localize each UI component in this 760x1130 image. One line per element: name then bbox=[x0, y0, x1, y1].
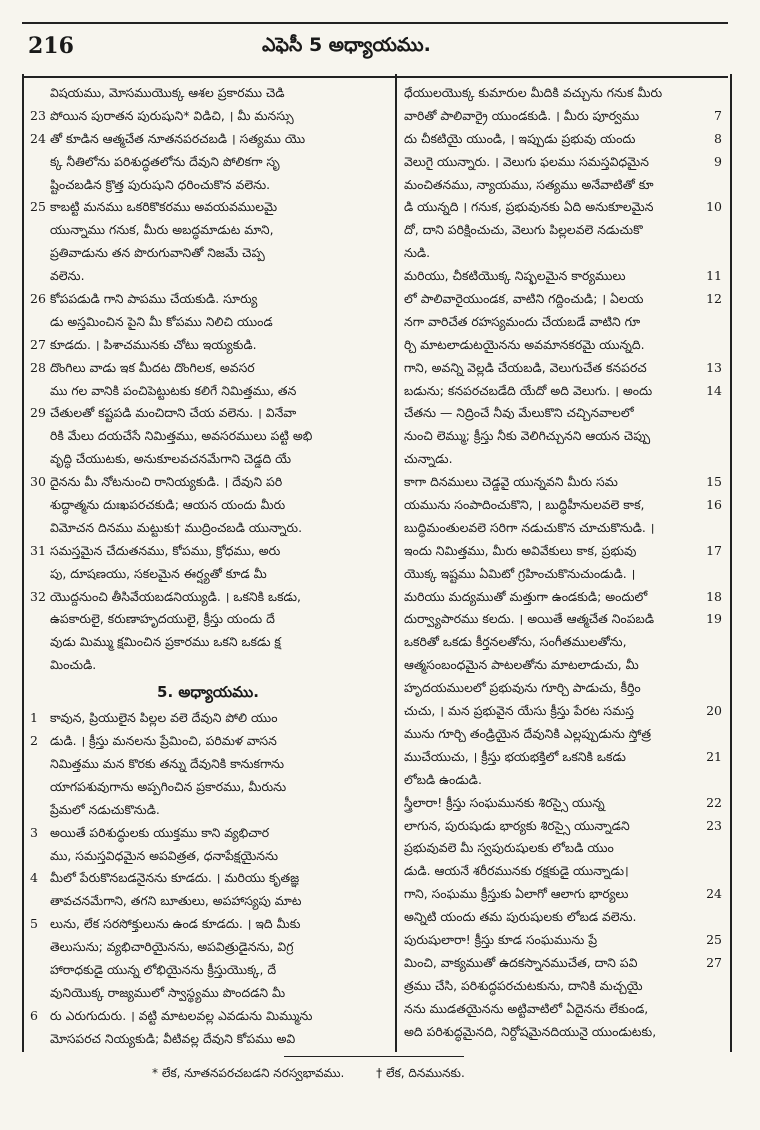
verse-number: 32 bbox=[30, 588, 46, 604]
text-line bbox=[30, 380, 386, 403]
verse-number bbox=[30, 494, 50, 517]
text-line bbox=[30, 425, 386, 448]
line-text: మోసపరచ నియ్యకుడి; వీటివల్ల దేవుని కోపము అవి bbox=[50, 1030, 296, 1046]
text-line bbox=[404, 494, 722, 517]
verse-number bbox=[30, 82, 50, 105]
verse-number bbox=[30, 1028, 50, 1051]
text-line bbox=[30, 1005, 386, 1028]
text-line bbox=[30, 288, 386, 311]
verse-number: 6 bbox=[30, 1007, 38, 1023]
line-text: సమస్తమైన చేదుతనము, కోపము, క్రోధము, అరు bbox=[50, 542, 281, 558]
verse-number bbox=[30, 174, 50, 197]
verse-number: 4 bbox=[30, 870, 38, 886]
line-text: మరియు, చీకటియొక్క నిష్ఫలమైన కార్యములు bbox=[404, 268, 626, 284]
verse-number: 25 bbox=[30, 199, 46, 215]
verse-number bbox=[700, 563, 722, 586]
line-text: నగా వారిచేత రహస్యమందు చేయబడే వాటిని గూ bbox=[404, 313, 641, 329]
line-text: నను ముడతయైనను అట్టివాటిలో ఏదైనను లేకుండ, bbox=[404, 1000, 649, 1016]
line-text: ఒకరితో ఒకడు కీర్తనలతోను, సంగీతములతోను, bbox=[404, 634, 627, 650]
verse-number bbox=[700, 402, 722, 425]
text-line bbox=[404, 517, 722, 540]
line-text: ముచేయుచు, । క్రీస్తు భయభక్తిలో ఒకనికి ఒకడు bbox=[404, 748, 626, 764]
text-line bbox=[404, 860, 722, 883]
line-text: లును, లేక సరసోక్తులును ఉండ కూడదు. । ఇది మీకు bbox=[50, 916, 301, 932]
verse-number bbox=[700, 860, 722, 883]
text-line bbox=[404, 242, 722, 265]
verse-number bbox=[30, 425, 50, 448]
text-line bbox=[30, 174, 386, 197]
text-line bbox=[404, 586, 722, 609]
text-line bbox=[30, 151, 386, 174]
verse-number bbox=[700, 1021, 722, 1044]
verse-number bbox=[700, 631, 722, 654]
line-text: త్రము చేసి, పరిశుద్ధపరచుటకును, దానికి మచ్చయై bbox=[404, 977, 643, 993]
verse-number: 10 bbox=[706, 199, 722, 215]
line-text: ధేయులయొక్క కుమారుల మీదికి వచ్చును గనుక మీరు bbox=[404, 85, 663, 100]
text-line bbox=[404, 448, 722, 471]
line-text: డి యున్నది । గనుక, ప్రభువునకు ఏది అనుకూలమైన bbox=[404, 199, 654, 215]
text-line bbox=[404, 357, 722, 380]
verse-number: 9 bbox=[714, 153, 722, 169]
text-line bbox=[30, 654, 386, 677]
chapter-heading: 5. అధ్యాయము. bbox=[157, 683, 259, 702]
line-text: పురుషులారా! క్రీస్తు కూడ సంఘమును ప్రే bbox=[404, 931, 598, 947]
text-line bbox=[30, 707, 386, 730]
line-text: దు చీకటియై యుండి, । ఇప్పుడు ప్రభువు యందు bbox=[404, 130, 636, 146]
verse-number: 12 bbox=[706, 291, 722, 307]
verse-number bbox=[700, 174, 722, 197]
line-text: విమోచన దినము మట్టుకు† ముద్రించబడి యున్నారు. bbox=[50, 519, 303, 535]
verse-number: 25 bbox=[706, 931, 722, 947]
text-line bbox=[404, 265, 722, 288]
verse-number bbox=[700, 975, 722, 998]
line-text: ప్రభువువలె మీ స్వపురుషులకు లోబడి యుం bbox=[404, 840, 614, 856]
line-text: దుర్వ్యాపారము కలదు. । అయితే ఆత్మచేత నింపబడి bbox=[404, 611, 654, 627]
line-text: హృదయములలో ప్రభువును గూర్చి పాడుచు, కీర్తిం bbox=[404, 680, 641, 696]
verse-number: 27 bbox=[706, 954, 722, 970]
verse-number: 11 bbox=[706, 268, 722, 284]
verse-number bbox=[30, 608, 50, 631]
text-line bbox=[30, 845, 386, 868]
running-title: ఎఫెసీ 5 అధ్యాయము. bbox=[262, 34, 431, 56]
text-frame bbox=[22, 74, 732, 1052]
line-text: శుద్ధాత్మను దుఃఖపరచకుడి; ఆయన యందు మీరు bbox=[50, 497, 286, 513]
text-line bbox=[30, 913, 386, 936]
page-number: 216 bbox=[28, 33, 74, 59]
verse-number: 15 bbox=[706, 474, 722, 490]
verse-number bbox=[30, 219, 50, 242]
line-text: మించుడి. bbox=[50, 657, 97, 673]
line-text: మరియు మద్యముతో మత్తుగా ఉండకుడి; అందులో bbox=[404, 588, 648, 604]
verse-number: 13 bbox=[706, 359, 722, 375]
line-text: ఇందు నిమిత్తము, మీరు అవివేకులు కాక, ప్రభువు bbox=[404, 542, 637, 558]
text-line bbox=[404, 769, 722, 792]
text-line bbox=[30, 448, 386, 471]
verse-number: 17 bbox=[706, 542, 722, 558]
line-text: వెలుగై యున్నారు. । వెలుగు ఫలము సమస్తవిధమైన bbox=[404, 153, 649, 169]
verse-number: 24 bbox=[706, 886, 722, 902]
line-text: గాని, సంఘము క్రీస్తుకు ఏలాగో ఆలాగు భార్యలు bbox=[404, 886, 629, 902]
footnotes bbox=[152, 1066, 712, 1083]
text-line bbox=[30, 196, 386, 219]
verse-number bbox=[30, 753, 50, 776]
text-line bbox=[404, 929, 722, 952]
text-line bbox=[404, 1021, 722, 1044]
text-line bbox=[404, 631, 722, 654]
line-text: ఉపకారులై, కరుణాహృదయులై, క్రీస్తు యందు దే bbox=[50, 611, 275, 627]
text-line bbox=[404, 402, 722, 425]
verse-number bbox=[700, 311, 722, 334]
column-divider bbox=[395, 74, 397, 1052]
line-text: బడును; కనపరచబడేది యేదో అది వెలుగు. । అందు bbox=[404, 382, 653, 398]
text-line bbox=[404, 82, 722, 105]
text-line bbox=[30, 128, 386, 151]
text-line bbox=[30, 890, 386, 913]
verse-number bbox=[30, 890, 50, 913]
line-text: నిమిత్తము మన కొరకు తన్ను దేవునికి కానుకగాను bbox=[50, 755, 284, 771]
text-line bbox=[404, 471, 722, 494]
text-line bbox=[30, 936, 386, 959]
line-text: ఆత్మసంబంధమైన పాటలతోను మాటలాడుచు, మీ bbox=[404, 657, 639, 673]
line-text: మీలో పేరుకొనబడనైనను కూడదు. । మరియు కృతజ్ఞ bbox=[50, 870, 300, 886]
line-text: పోయిన పురాతన పురుషుని* విడిచి, । మీ మనస్సు bbox=[50, 107, 294, 123]
verse-number bbox=[700, 769, 722, 792]
line-text: దో, దాని పరిక్షించుచు, వెలుగు పిల్లలవలె నడుచుకొ bbox=[404, 222, 643, 238]
line-text: బుద్ధిమంతులవలె సరిగా నడుచుకొన చూచుకొనుడి. । bbox=[404, 519, 655, 535]
text-line bbox=[404, 998, 722, 1021]
line-text: వారితో పాలివార్రై యుండకుడి. । మీరు పూర్వము bbox=[404, 107, 640, 123]
line-text: వుడు మిమ్ము క్షమించిన ప్రకారము ఒకని ఒకడు క్ష bbox=[50, 634, 281, 650]
line-text: మంచితనము, న్యాయము, సత్యము అనేవాటితో కూ bbox=[404, 176, 654, 192]
line-text: తెలుసును; వ్యభిచారియైనను, అపవిత్రుడైనను, విగ్ర bbox=[50, 939, 294, 955]
text-line bbox=[30, 517, 386, 540]
verse-number: 26 bbox=[30, 291, 46, 307]
verse-number: 18 bbox=[706, 588, 722, 604]
line-text: నుంచి లెమ్ము; క్రీస్తు నీకు వెలిగిచ్చునని ఆయన చెప్పు bbox=[404, 428, 651, 444]
text-line bbox=[404, 563, 722, 586]
text-line bbox=[404, 723, 722, 746]
right-column bbox=[404, 82, 722, 1043]
verse-number bbox=[700, 654, 722, 677]
line-text: దైనను మీ నోటనుంచి రానియ్యకుడి. । దేవుని పరి bbox=[50, 474, 283, 490]
text-line bbox=[404, 540, 722, 563]
text-line bbox=[404, 792, 722, 815]
text-line bbox=[404, 311, 722, 334]
text-line bbox=[30, 822, 386, 845]
left-column bbox=[30, 82, 386, 1051]
text-line bbox=[30, 219, 386, 242]
text-line bbox=[30, 242, 386, 265]
line-text: చేతులతో కష్టపడి మంచిదాని చేయ వలెను. । వినేవా bbox=[50, 405, 297, 421]
verse-number bbox=[30, 799, 50, 822]
line-text: కూడదు. । పిశాచమునకు చోటు ఇయ్యకుడి. bbox=[50, 336, 257, 352]
line-text: తో కూడిన ఆత్మచేత నూతనపరచబడి । సత్యము యొ bbox=[50, 130, 306, 146]
verse-number bbox=[700, 425, 722, 448]
text-line bbox=[404, 746, 722, 769]
text-line bbox=[30, 82, 386, 105]
verse-number: 23 bbox=[706, 817, 722, 833]
verse-number: 8 bbox=[714, 130, 722, 146]
verse-number bbox=[30, 311, 50, 334]
verse-number bbox=[30, 959, 50, 982]
verse-number bbox=[700, 723, 722, 746]
verse-number bbox=[700, 242, 722, 265]
text-line bbox=[30, 402, 386, 425]
verse-number: 31 bbox=[30, 542, 46, 558]
line-text: ర్చి మాటలాడుటయైనను అవమానకరమై యున్నది. bbox=[404, 336, 645, 352]
line-text: వలెను. bbox=[50, 268, 85, 284]
verse-number: 29 bbox=[30, 405, 46, 421]
line-text: ప్రతివాడును తన పొరుగువానితో నిజమే చెప్ప bbox=[50, 245, 265, 261]
verse-number: 28 bbox=[30, 359, 46, 375]
line-text: డు అస్తమించిన పైని మీ కోపము నిలిచి యుండ bbox=[50, 313, 273, 329]
line-text: అది పరిశుద్ధమైనది, నిర్దోషమైనదియునై యుండుటకు, bbox=[404, 1023, 657, 1039]
line-text: యొద్దనుంచి తీసివేయబడనియ్యుడి. । ఒకనికి ఒకడు, bbox=[50, 588, 301, 604]
verse-number bbox=[700, 448, 722, 471]
text-line bbox=[404, 219, 722, 242]
verse-number bbox=[30, 776, 50, 799]
text-line bbox=[404, 975, 722, 998]
line-text: యున్నాము గనుక, మీరు అబద్ధమాడుట మాని, bbox=[50, 222, 274, 238]
line-text: దొంగిలు వాడు ఇక మీదట దొంగిలక, అవసర bbox=[50, 359, 255, 375]
line-text: ము, సమస్తవిధమైన అపవిత్రత, ధనాపేక్షయైనను bbox=[50, 847, 278, 863]
line-text: యాగపశువుగాను అప్పగించిన ప్రకారము, మీరును bbox=[50, 778, 287, 794]
line-text: కాబట్టి మనము ఒకరికొకరము అవయవములమై bbox=[50, 199, 278, 215]
text-line bbox=[30, 799, 386, 822]
line-text: గాని, అవన్ని వెల్లడి చేయబడి, వెలుగుచేత కనపరచ bbox=[404, 359, 647, 375]
text-line bbox=[30, 471, 386, 494]
verse-number bbox=[30, 448, 50, 471]
text-line bbox=[404, 196, 722, 219]
text-line bbox=[404, 952, 722, 975]
footnote-rule bbox=[284, 1056, 464, 1057]
verse-number bbox=[30, 654, 50, 677]
line-text: మును గూర్చి తండ్రియైన దేవునికి ఎల్లప్పుడును స్తోత్ర bbox=[404, 725, 651, 741]
line-text: చున్నాడు. bbox=[404, 451, 453, 467]
text-line bbox=[30, 586, 386, 609]
text-line bbox=[404, 654, 722, 677]
verse-number bbox=[30, 242, 50, 265]
text-line bbox=[30, 494, 386, 517]
text-line bbox=[30, 730, 386, 753]
text-line bbox=[404, 677, 722, 700]
line-text: యమును సంపాదించుకొని, । బుద్ధిహీనులవలె కాక, bbox=[404, 497, 645, 513]
verse-number: 23 bbox=[30, 107, 46, 123]
line-text: డుడి. । క్రీస్తు మనలను ప్రేమించి, పరిమళ వాసన bbox=[50, 733, 277, 749]
text-line bbox=[404, 837, 722, 860]
verse-number: 2 bbox=[30, 733, 38, 749]
text-line bbox=[404, 608, 722, 631]
text-line bbox=[30, 776, 386, 799]
text-line bbox=[30, 631, 386, 654]
line-text: కోపపడుడి గాని పాపము చేయకుడి. సూర్యు bbox=[50, 291, 258, 307]
line-text: విషయము, మోసముయొక్క ఆశల ప్రకారము చెడి bbox=[50, 85, 285, 100]
verse-number bbox=[30, 517, 50, 540]
verse-number bbox=[700, 517, 722, 540]
page-header bbox=[22, 22, 728, 78]
verse-number: 16 bbox=[706, 497, 722, 513]
text-line bbox=[30, 959, 386, 982]
text-line bbox=[404, 151, 722, 174]
verse-number bbox=[30, 151, 50, 174]
text-line bbox=[404, 883, 722, 906]
line-text: రికి మేలు దయచేసే నిమిత్తము, అవసరములు పట్టి అభి bbox=[50, 428, 313, 444]
verse-number bbox=[30, 982, 50, 1005]
verse-number: 5 bbox=[30, 916, 38, 932]
line-text: ప్రేమలో నడుచుకొనుడి. bbox=[50, 801, 160, 817]
text-line bbox=[404, 906, 722, 929]
line-text: హారాధకుడై యున్న లోభియైనను క్రీస్తుయొక్క, దే bbox=[50, 961, 277, 977]
text-line bbox=[30, 867, 386, 890]
line-text: క్క నీతిలోను పరిశుద్ధతలోను దేవుని పోలికగా సృ bbox=[50, 153, 280, 169]
text-line bbox=[404, 425, 722, 448]
line-text: కాగా దినములు చెడ్డవై యున్నవని మీరు సమ bbox=[404, 474, 618, 490]
verse-number: 24 bbox=[30, 130, 46, 146]
verse-number bbox=[700, 998, 722, 1021]
footnote-second: † లేక, దినమునకు. bbox=[376, 1066, 465, 1080]
text-line bbox=[30, 982, 386, 1005]
line-text: వృద్ధి చేయుటకు, అనుకూలవచనమేగాని చెడ్డది యే bbox=[50, 451, 292, 467]
verse-number: 3 bbox=[30, 824, 38, 840]
line-text: రు ఎరుగుదురు. । వట్టి మాటలవల్ల ఎవడును మిమ్మును bbox=[50, 1007, 313, 1023]
text-line bbox=[30, 540, 386, 563]
line-text: కావున, ప్రియులైన పిల్లల వలె దేవుని పోలి యుం bbox=[50, 710, 278, 726]
footnote-first: * లేక, నూతనపరచబడని నరస్వభావము. bbox=[152, 1066, 345, 1080]
verse-number bbox=[30, 380, 50, 403]
text-line bbox=[30, 563, 386, 586]
line-text: చేతను — నిద్రించే నీవు మేలుకొని చచ్చినవాలలో bbox=[404, 405, 634, 421]
line-text: యొక్క ఇష్టము ఏమిటో గ్రహించుకొనుచుండుడి. । bbox=[404, 565, 636, 581]
line-text: డుడి. ఆయనే శరీరమునకు రక్షకుడై యున్నాడు। bbox=[404, 863, 629, 879]
line-text: లో పాలివారైయుండక, వాటిని గద్దించుడి; । ఏలయ bbox=[404, 291, 644, 307]
line-text: లాగున, పురుషుడు భార్యకు శిరస్సై యున్నాడని bbox=[404, 817, 630, 833]
text-line bbox=[404, 700, 722, 723]
line-text: చుచు, । మన ప్రభువైన యేసు క్రీస్తు పేరట సమస్త bbox=[404, 703, 634, 719]
line-text: ము గల వానికి పంచిపెట్టుటకు కలిగే నిమిత్తము, తన bbox=[50, 382, 297, 398]
text-line bbox=[30, 1028, 386, 1051]
text-line bbox=[404, 815, 722, 838]
line-text: స్త్రీలారా! క్రీస్తు సంఘమునకు శిరస్సై యున్న bbox=[404, 794, 605, 810]
verse-number: 7 bbox=[714, 107, 722, 123]
line-text: లోబడి ఉండుడి. bbox=[404, 771, 482, 787]
verse-number bbox=[700, 837, 722, 860]
text-line bbox=[30, 357, 386, 380]
verse-number bbox=[30, 563, 50, 586]
verse-number: 21 bbox=[706, 748, 722, 764]
verse-number: 20 bbox=[706, 703, 722, 719]
line-text: తావచనమేగాని, తగని బూతులు, అపహాస్యపు మాట bbox=[50, 893, 302, 909]
verse-number: 30 bbox=[30, 474, 46, 490]
verse-number bbox=[700, 82, 722, 105]
verse-number: 14 bbox=[706, 382, 722, 398]
text-line bbox=[30, 334, 386, 357]
text-line bbox=[404, 128, 722, 151]
line-text: పు, దూషణయు, సకలమైన ఈర్ష్యతో కూడ మీ bbox=[50, 565, 267, 581]
text-line bbox=[404, 174, 722, 197]
verse-number bbox=[30, 845, 50, 868]
bible-page bbox=[22, 22, 728, 1122]
text-line bbox=[30, 105, 386, 128]
verse-number bbox=[700, 334, 722, 357]
text-line bbox=[404, 334, 722, 357]
text-line bbox=[404, 105, 722, 128]
verse-number bbox=[30, 265, 50, 288]
text-line bbox=[30, 311, 386, 334]
verse-number bbox=[700, 677, 722, 700]
verse-number bbox=[30, 936, 50, 959]
line-text: నుడి. bbox=[404, 245, 431, 261]
line-text: మించి, వాక్యముతో ఉదకస్నానముచేత, దాని పవి bbox=[404, 954, 638, 970]
verse-number bbox=[30, 631, 50, 654]
line-text: అన్నిటి యందు తమ పురుషులకు లోబడ వలెను. bbox=[404, 909, 637, 925]
text-line bbox=[404, 288, 722, 311]
verse-number: 22 bbox=[706, 794, 722, 810]
line-text: అయితే పరిశుద్ధులకు యుక్తము కాని వ్యభిచార bbox=[50, 824, 270, 840]
line-text: ష్టించబడిన క్రొత్త పురుషుని ధరించుకొన వలెను. bbox=[50, 176, 271, 192]
verse-number bbox=[700, 219, 722, 242]
text-line bbox=[30, 265, 386, 288]
verse-number: 27 bbox=[30, 336, 46, 352]
verse-number: 1 bbox=[30, 710, 38, 726]
text-line bbox=[404, 380, 722, 403]
text-line bbox=[30, 608, 386, 631]
line-text: వునియొక్క రాజ్యములో స్వాస్థ్యము పొందడని మీ bbox=[50, 984, 286, 1000]
verse-number bbox=[700, 906, 722, 929]
verse-number: 19 bbox=[706, 611, 722, 627]
text-line bbox=[30, 753, 386, 776]
